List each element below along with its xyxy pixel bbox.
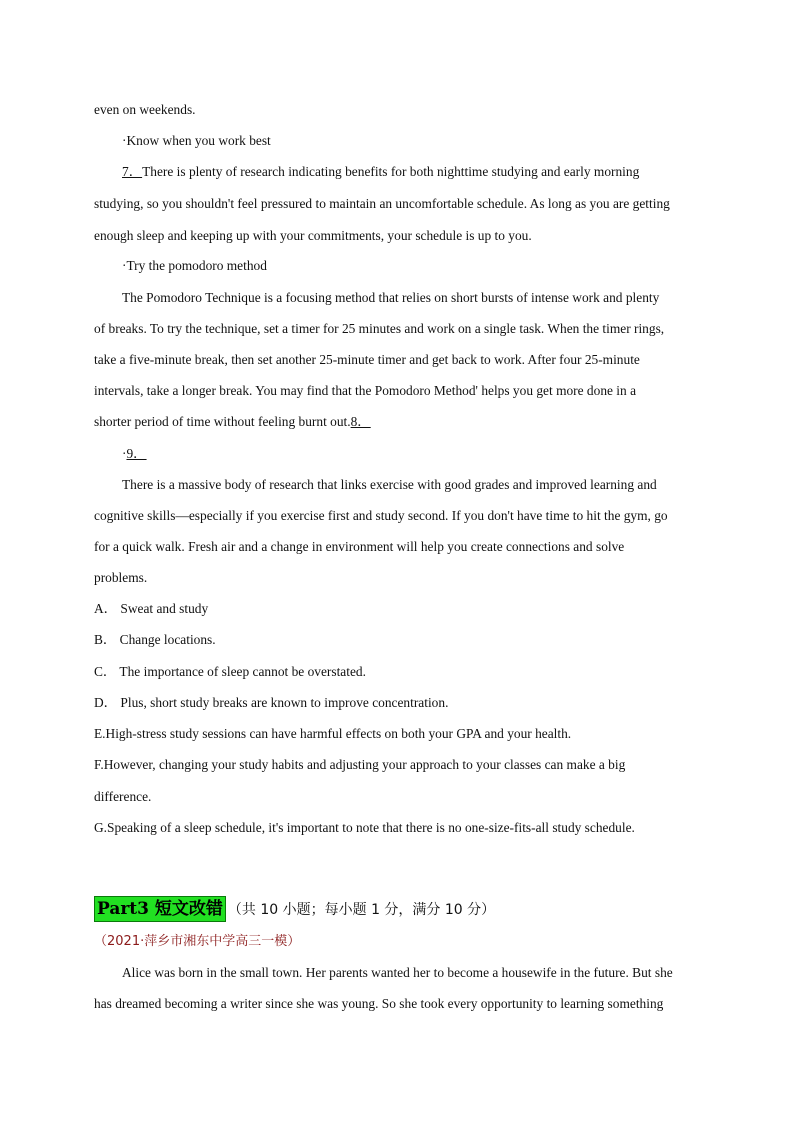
option-f-cont: difference. <box>94 789 152 804</box>
option-b: B． Change locations. <box>94 632 216 647</box>
text-line: problems. <box>94 570 148 585</box>
passage-line: Alice was born in the small town. Her parents wanted her to become a housewife in the future. But she <box>122 965 673 980</box>
blank-8: 8． <box>350 414 371 429</box>
text-line: enough sleep and keeping up with your commitments, your schedule is up to you. <box>94 228 532 243</box>
text-line: 7．There is plenty of research indicating benefits for both nighttime studying and early morning <box>122 164 640 179</box>
text-line: intervals, take a longer break. You may find that the Pomodoro Method' helps you get more done in a <box>94 383 637 398</box>
part3-badge: Part3 短文改错 <box>94 896 226 922</box>
text-line: cognitive skills—especially if you exercise first and study second. If you don't have time to hit the gym, go <box>94 508 668 523</box>
passage-line: has dreamed becoming a writer since she was young. So she took every opportunity to learning something <box>94 996 664 1011</box>
option-g: G.Speaking of a sleep schedule, it's important to note that there is no one-size-fits-all study schedule. <box>94 820 635 835</box>
part3-heading <box>94 896 495 922</box>
text-line: take a five-minute break, then set another 25-minute timer and get back to work. After four 25-minute <box>94 352 640 367</box>
part3-note: （共 10 小题；每小题 1 分，满分 10 分） <box>227 902 496 918</box>
text-line: even on weekends. <box>94 102 196 117</box>
source-citation: （2021·萍乡市湘东中学高三一模） <box>94 934 301 949</box>
text-line: shorter period of time without feeling burnt out.8． <box>94 414 371 429</box>
option-d: D． Plus, short study breaks are known to improve concentration. <box>94 695 449 710</box>
option-c: C． The importance of sleep cannot be overstated. <box>94 664 366 679</box>
text-line: for a quick walk. Fresh air and a change in environment will help you create connections and solve <box>94 539 625 554</box>
blank-9: 9． <box>126 446 147 461</box>
section-heading-work-best: ·Know when you work best <box>122 133 271 148</box>
text-line: studying, so you shouldn't feel pressured to maintain an uncomfortable schedule. As long as you are getting <box>94 196 670 211</box>
option-a: A． Sweat and study <box>94 601 209 616</box>
blank-7: 7． <box>122 164 143 179</box>
option-f: F.However, changing your study habits and adjusting your approach to your classes can make a big <box>94 757 626 772</box>
section-heading-pomodoro: ·Try the pomodoro method <box>122 258 267 273</box>
text-line: of breaks. To try the technique, set a timer for 25 minutes and work on a single task. When the timer rings, <box>94 321 665 336</box>
section-heading-9: ·9． <box>122 446 147 461</box>
option-e: E.High-stress study sessions can have harmful effects on both your GPA and your health. <box>94 726 572 741</box>
text-line: There is a massive body of research that links exercise with good grades and improved learning and <box>122 477 657 492</box>
text-line: The Pomodoro Technique is a focusing method that relies on short bursts of intense work and plenty <box>122 290 660 305</box>
